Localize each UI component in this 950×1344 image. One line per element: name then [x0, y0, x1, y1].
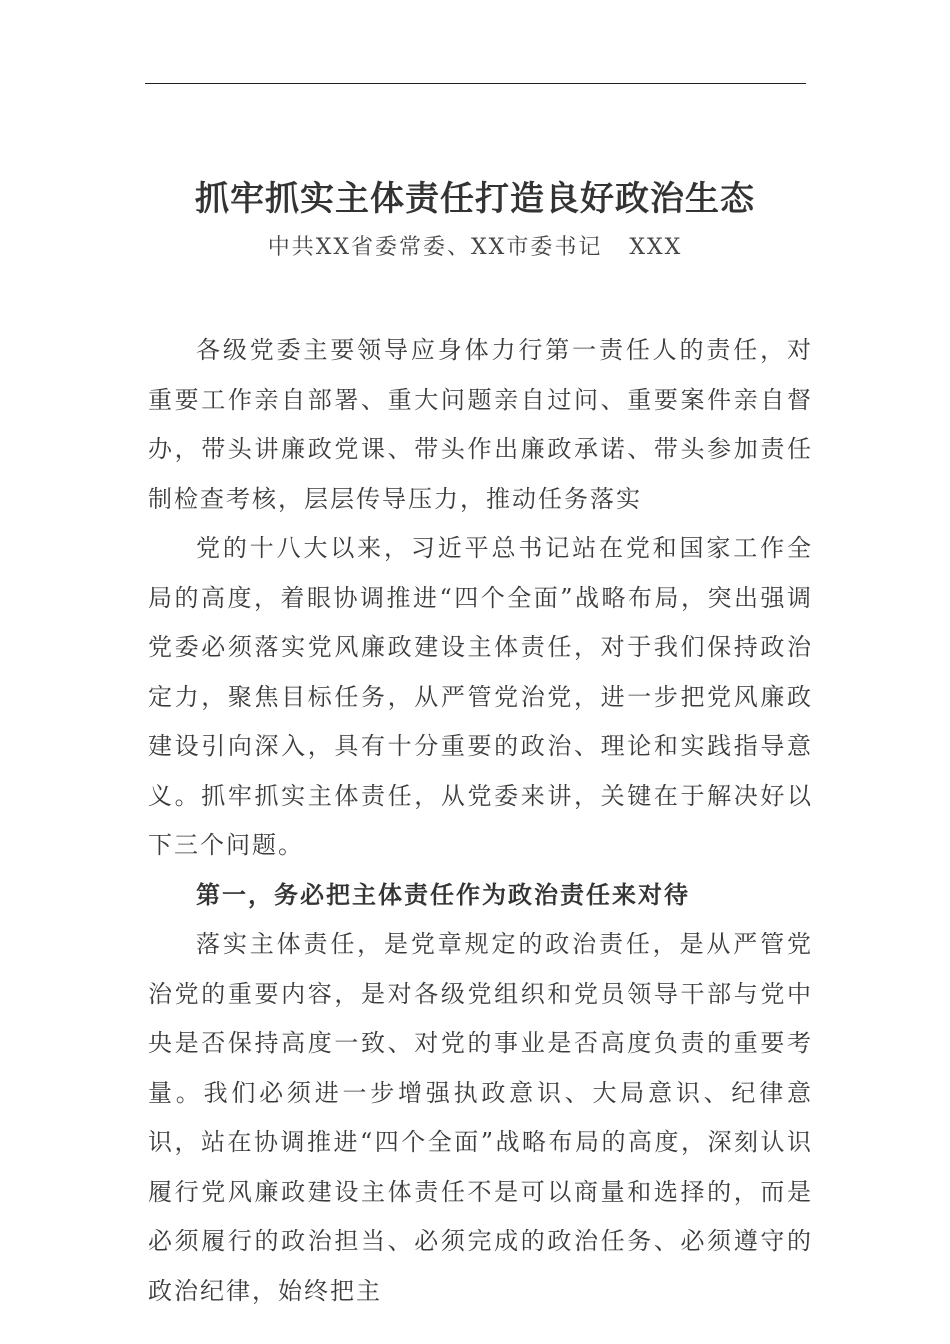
body-paragraph: 落实主体责任，是党章规定的政治责任，是从严管党治党的重要内容，是对各级党组织和党员领导干部与党中央是否保持高度一致、对党的事业是否高度负责的重要考量。我们必须进一步增强执政意识、大局意识、纪律意识，站在协调推进“四个全面”战略布局的高度，深刻认识履行党风廉政建设主体责任不是可以商量和选择的，而是必须履行的政治担当、必须完成的政治任务、必须遵守的政治纪律，始终把主: [148, 930, 813, 1305]
document-title: 抓牢抓实主体责任打造良好政治生态: [195, 179, 755, 219]
body-paragraph: 党的十八大以来，习近平总书记站在党和国家工作全局的高度，着眼协调推进“四个全面”战略布局，突出强调党委必须落实党风廉政建设主体责任，对于我们保持政治定力，聚焦目标任务，从严管党治党，进一步把党风廉政建设引向深入，具有十分重要的政治、理论和实践指导意义。抓牢抓实主体责任，从党委来讲，关键在于解决好以下三个问题。: [148, 534, 813, 859]
document-body: [148, 326, 813, 1316]
header-rule: [145, 83, 806, 84]
section-heading: 第一，务必把主体责任作为政治责任来对待: [196, 880, 690, 909]
body-paragraph: 各级党委主要领导应身体力行第一责任人的责任，对重要工作亲自部署、重大问题亲自过问、重要案件亲自督办，带头讲廉政党课、带头作出廉政承诺、带头参加责任制检查考核，层层传导压力，推动任务落实: [148, 336, 813, 513]
author-byline: 中共XX省委常委、XX市委书记 XXX: [267, 235, 683, 260]
